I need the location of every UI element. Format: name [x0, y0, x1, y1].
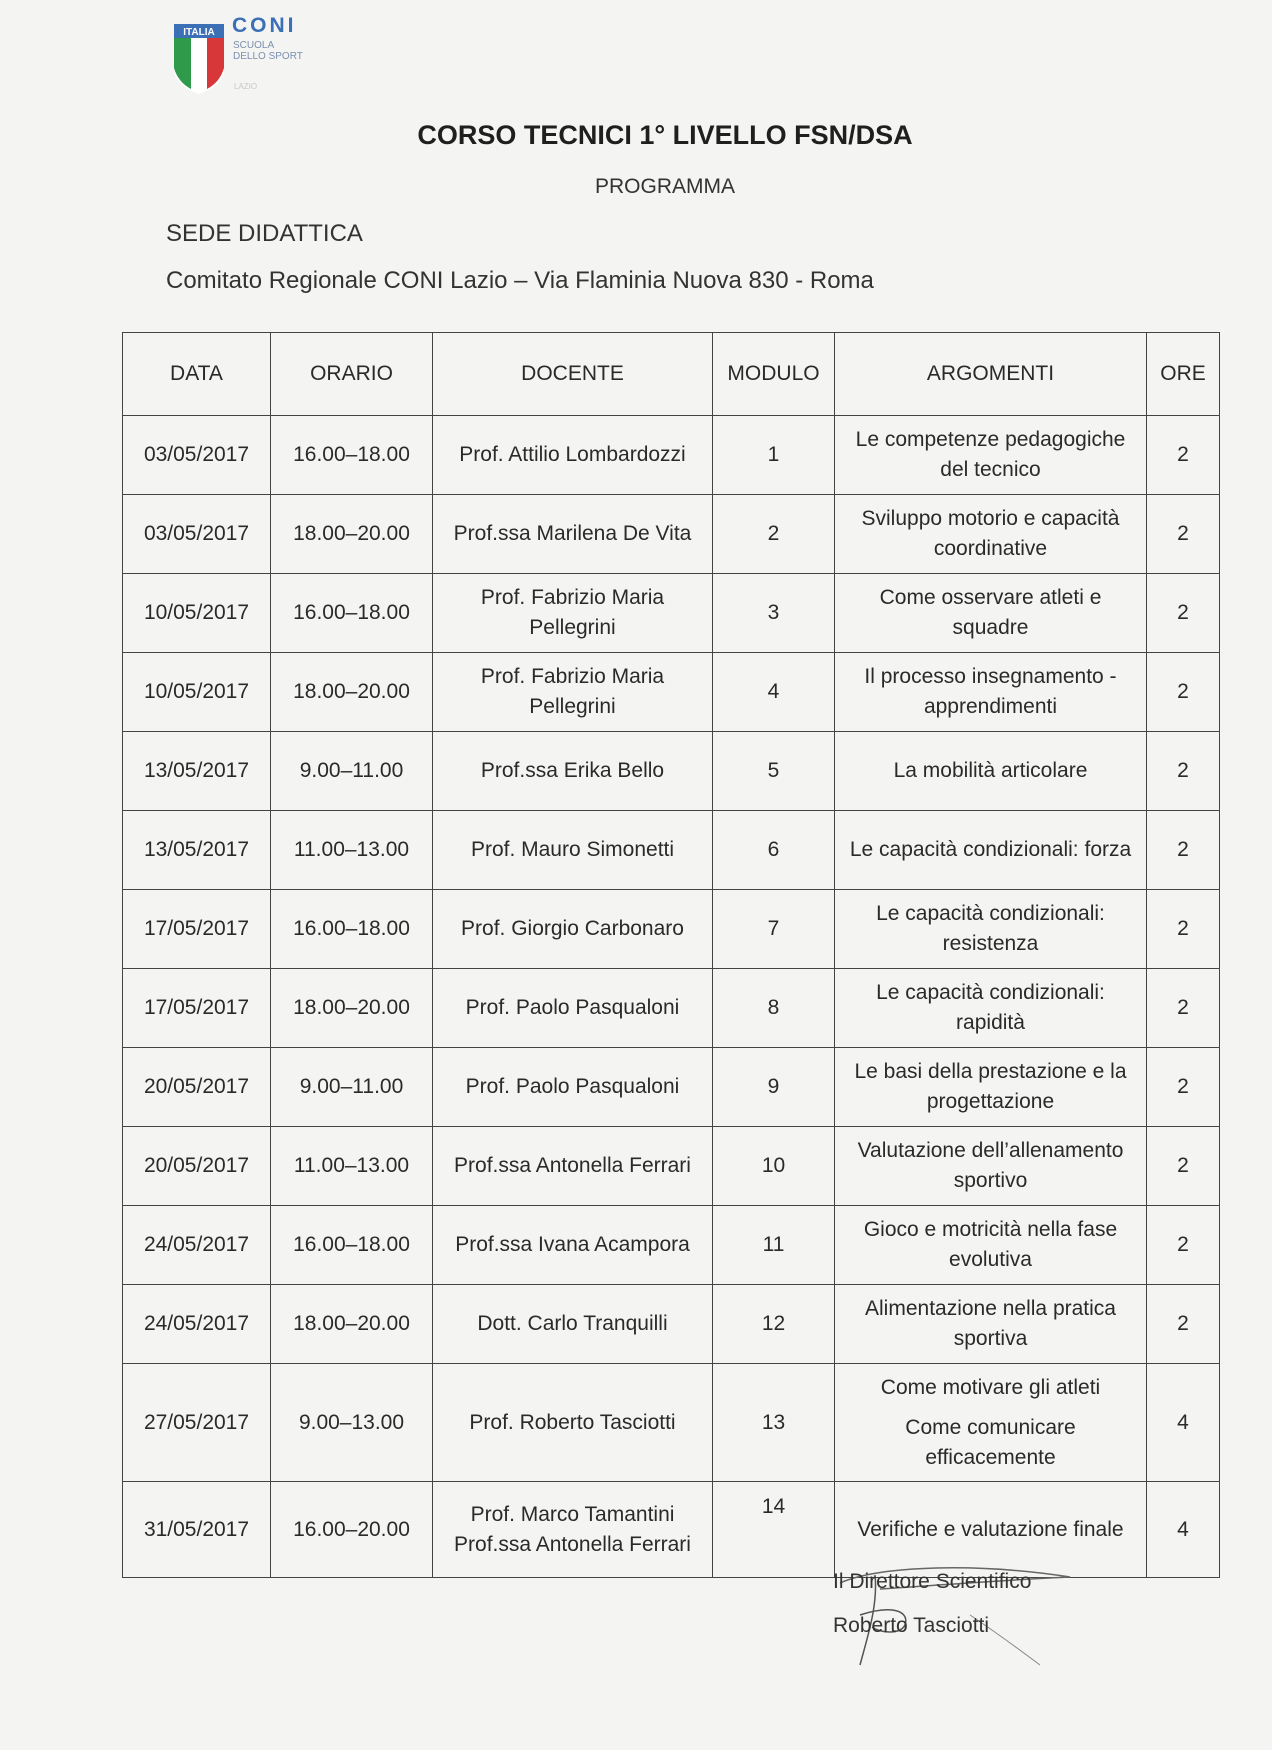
- cell-docente: Prof. Attilio Lombardozzi: [433, 416, 713, 495]
- cell-ore: 2: [1147, 495, 1220, 574]
- cell-data: 24/05/2017: [123, 1206, 271, 1285]
- cell-orario: 18.00–20.00: [271, 1285, 433, 1364]
- table-row: [123, 732, 1220, 811]
- cell-argomenti: Sviluppo motorio e capacità coordinative: [835, 495, 1147, 574]
- cell-ore: 2: [1147, 1206, 1220, 1285]
- cell-docente: Prof. Giorgio Carbonaro: [433, 890, 713, 969]
- cell-argomenti: Verifiche e valutazione finale: [835, 1482, 1147, 1578]
- cell-ore: 2: [1147, 969, 1220, 1048]
- cell-orario: 11.00–13.00: [271, 811, 433, 890]
- table-row: [123, 1048, 1220, 1127]
- cell-docente: Prof.ssa Ivana Acampora: [433, 1206, 713, 1285]
- cell-modulo: 6: [713, 811, 835, 890]
- cell-argomenti: [835, 1364, 1147, 1482]
- cell-orario: 11.00–13.00: [271, 1127, 433, 1206]
- cell-ore: 2: [1147, 732, 1220, 811]
- cell-docente: Prof. Paolo Pasqualoni: [433, 969, 713, 1048]
- cell-modulo: 9: [713, 1048, 835, 1127]
- column-header-ore: ORE: [1147, 333, 1220, 416]
- cell-modulo: 13: [713, 1364, 835, 1482]
- cell-argomenti: Le basi della prestazione e la progettazione: [835, 1048, 1147, 1127]
- cell-data: 27/05/2017: [123, 1364, 271, 1482]
- cell-argomenti: La mobilità articolare: [835, 732, 1147, 811]
- column-header-argomenti: ARGOMENTI: [835, 333, 1147, 416]
- cell-ore: 4: [1147, 1364, 1220, 1482]
- cell-argomenti: Gioco e motricità nella fase evolutiva: [835, 1206, 1147, 1285]
- cell-argomenti: Come osservare atleti e squadre: [835, 574, 1147, 653]
- cell-argomenti: Alimentazione nella pratica sportiva: [835, 1285, 1147, 1364]
- cell-docente: Prof. Roberto Tasciotti: [433, 1364, 713, 1482]
- cell-ore: 2: [1147, 811, 1220, 890]
- cell-argomenti: Le capacità condizionali: rapidità: [835, 969, 1147, 1048]
- cell-data: 17/05/2017: [123, 890, 271, 969]
- cell-docente: Prof. Fabrizio Maria Pellegrini: [433, 574, 713, 653]
- signature-role: Il Direttore Scientifico: [833, 1570, 1032, 1593]
- brand-subtitle-line1: SCUOLA: [233, 40, 275, 51]
- argomento-line-2: Come comunicare efficacemente: [905, 1415, 1076, 1469]
- table-row: [123, 416, 1220, 495]
- brand-name: CONI: [232, 14, 297, 37]
- brand-subtitle: [233, 40, 303, 62]
- cell-docente: Prof.ssa Marilena De Vita: [433, 495, 713, 574]
- brand-region: LAZIO: [234, 82, 258, 91]
- cell-modulo: 8: [713, 969, 835, 1048]
- cell-modulo: 7: [713, 890, 835, 969]
- table-row: [123, 1206, 1220, 1285]
- table-row: [123, 1127, 1220, 1206]
- cell-ore: 2: [1147, 653, 1220, 732]
- cell-argomenti: Le competenze pedagogiche del tecnico: [835, 416, 1147, 495]
- cell-modulo: 10: [713, 1127, 835, 1206]
- cell-docente: Prof. Paolo Pasqualoni: [433, 1048, 713, 1127]
- cell-ore: 2: [1147, 1048, 1220, 1127]
- cell-data: 24/05/2017: [123, 1285, 271, 1364]
- cell-orario: 9.00–11.00: [271, 732, 433, 811]
- shield-text: ITALIA: [183, 27, 215, 38]
- docente-line-1: Prof. Marco Tamantini: [470, 1502, 675, 1526]
- cell-data: 20/05/2017: [123, 1048, 271, 1127]
- cell-ore: 2: [1147, 890, 1220, 969]
- program-table: [122, 332, 1220, 1578]
- table-row: [123, 969, 1220, 1048]
- cell-orario: 18.00–20.00: [271, 495, 433, 574]
- cell-argomenti: Il processo insegnamento - apprendimenti: [835, 653, 1147, 732]
- column-header-modulo: MODULO: [713, 333, 835, 416]
- cell-data: 10/05/2017: [123, 653, 271, 732]
- cell-orario: 16.00–18.00: [271, 890, 433, 969]
- table-row: [123, 1285, 1220, 1364]
- cell-ore: 2: [1147, 1285, 1220, 1364]
- signature-name: Roberto Tasciotti: [833, 1614, 990, 1637]
- cell-ore: 2: [1147, 574, 1220, 653]
- cell-data: 13/05/2017: [123, 811, 271, 890]
- cell-modulo: 1: [713, 416, 835, 495]
- cell-modulo: 5: [713, 732, 835, 811]
- table-header-row: [123, 333, 1220, 416]
- cell-modulo: 14: [713, 1482, 835, 1578]
- cell-data: 20/05/2017: [123, 1127, 271, 1206]
- table-row: [123, 574, 1220, 653]
- cell-modulo: 4: [713, 653, 835, 732]
- table-row: [123, 653, 1220, 732]
- column-header-orario: ORARIO: [271, 333, 433, 416]
- column-header-data: DATA: [123, 333, 271, 416]
- cell-orario: 16.00–18.00: [271, 416, 433, 495]
- cell-orario: 9.00–13.00: [271, 1364, 433, 1482]
- italia-shield-icon: [174, 24, 224, 94]
- document-subtitle: PROGRAMMA: [594, 175, 735, 198]
- argomento-line-1: Come motivare gli atleti: [880, 1375, 1101, 1399]
- cell-data: 03/05/2017: [123, 416, 271, 495]
- cell-ore: 2: [1147, 1127, 1220, 1206]
- document-title: CORSO TECNICI 1° LIVELLO FSN/DSA: [417, 120, 913, 150]
- table-row: [123, 890, 1220, 969]
- cell-docente: Prof.ssa Erika Bello: [433, 732, 713, 811]
- table-row: [123, 495, 1220, 574]
- cell-ore: 4: [1147, 1482, 1220, 1578]
- cell-orario: 18.00–20.00: [271, 969, 433, 1048]
- cell-orario: 16.00–18.00: [271, 1206, 433, 1285]
- cell-argomenti: Le capacità condizionali: forza: [835, 811, 1147, 890]
- cell-docente: Prof. Mauro Simonetti: [433, 811, 713, 890]
- cell-docente: Prof. Fabrizio Maria Pellegrini: [433, 653, 713, 732]
- column-header-docente: DOCENTE: [433, 333, 713, 416]
- cell-modulo: 11: [713, 1206, 835, 1285]
- cell-docente: Dott. Carlo Tranquilli: [433, 1285, 713, 1364]
- cell-orario: 9.00–11.00: [271, 1048, 433, 1127]
- cell-orario: 16.00–20.00: [271, 1482, 433, 1578]
- cell-argomenti: Valutazione dell’allenamento sportivo: [835, 1127, 1147, 1206]
- table-row: [123, 811, 1220, 890]
- docente-line-2: Prof.ssa Antonella Ferrari: [454, 1532, 691, 1556]
- cell-data: 31/05/2017: [123, 1482, 271, 1578]
- coni-logo: [172, 14, 332, 94]
- cell-ore: 2: [1147, 416, 1220, 495]
- cell-orario: 16.00–18.00: [271, 574, 433, 653]
- cell-data: 13/05/2017: [123, 732, 271, 811]
- brand-subtitle-line2: DELLO SPORT: [233, 51, 303, 62]
- cell-data: 10/05/2017: [123, 574, 271, 653]
- cell-modulo: 2: [713, 495, 835, 574]
- cell-modulo: 3: [713, 574, 835, 653]
- table-row: [123, 1364, 1220, 1482]
- sede-address: Comitato Regionale CONI Lazio – Via Flaminia Nuova 830 - Roma: [166, 267, 874, 294]
- cell-data: 03/05/2017: [123, 495, 271, 574]
- cell-docente: [433, 1482, 713, 1578]
- cell-data: 17/05/2017: [123, 969, 271, 1048]
- cell-modulo: 12: [713, 1285, 835, 1364]
- cell-argomenti: Le capacità condizionali: resistenza: [835, 890, 1147, 969]
- cell-docente: Prof.ssa Antonella Ferrari: [433, 1127, 713, 1206]
- sede-label: SEDE DIDATTICA: [166, 220, 363, 247]
- cell-orario: 18.00–20.00: [271, 653, 433, 732]
